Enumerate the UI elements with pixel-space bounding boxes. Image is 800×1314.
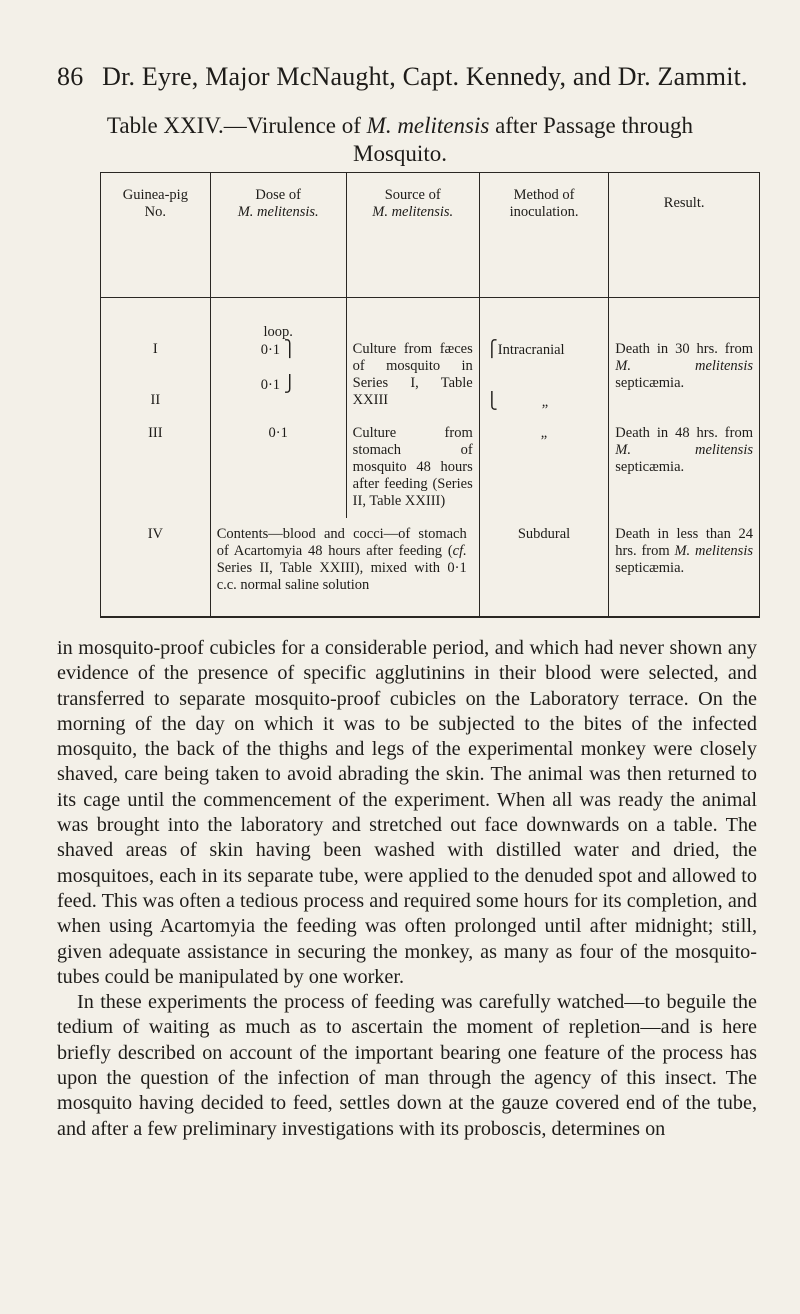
result-organism: M. melitensis <box>615 358 753 374</box>
method-text: Intracranial <box>497 342 565 358</box>
ditto-mark: „ <box>541 394 549 410</box>
method-text: Subdural <box>517 526 571 542</box>
header-result <box>609 173 760 298</box>
cell-dose <box>210 425 346 518</box>
cell-method <box>479 298 609 426</box>
running-head-authors: Dr. Eyre, Major McNaught, Capt. Kennedy, and Dr. Zammit. <box>102 62 748 91</box>
header-dose <box>210 173 346 298</box>
dose-value: 0·1 <box>260 342 281 358</box>
header-text: Source of <box>384 187 441 203</box>
dose-source-text: Series II, Table XXIII), mixed with 0·1 c.c. normal saline solution <box>216 560 467 593</box>
table-row <box>101 298 760 426</box>
source-text: Culture from fæces of mosquito in Series I, Table XXIII <box>352 341 473 408</box>
cell-result <box>609 518 760 617</box>
cell-result <box>609 425 760 518</box>
cell-dose <box>210 298 346 426</box>
bracket-mark: ⎧ <box>485 341 498 358</box>
page-number: 86 <box>57 62 84 91</box>
table-title-prefix: Table XXIV.—Virulence of <box>106 113 367 138</box>
cell-method <box>479 518 609 617</box>
guinea-pig-number: I <box>152 341 158 357</box>
table-title-organism: M. melitensis <box>366 113 490 138</box>
result-text: Death in 48 hrs. from <box>615 425 753 441</box>
bracket-mark: ⎭ <box>283 376 296 393</box>
result-text: septicæmia. <box>615 560 685 576</box>
dose-unit: loop. <box>263 324 293 340</box>
guinea-pig-number: IV <box>147 526 163 542</box>
ditto-mark: „ <box>540 425 548 441</box>
running-head <box>57 62 757 92</box>
header-guinea-pig-no <box>101 173 211 298</box>
table-title <box>90 112 710 168</box>
dose-value: 0·1 <box>260 377 281 393</box>
dose-value: 0·1 <box>268 425 288 441</box>
paragraph: in mosquito-proof cubicles for a considerable period, and which had never shown any evidence of the presence of specific agglutinins in their blood were selected, and transferred to separate mosquito-proof cubicles on the Laboratory terrace. On the morning of the day on which it was to be subjected to the bites of the infected mosquito, the back of the thighs and legs of the experimental monkey were closely shaved, care being taken to avoid abrading the skin. The animal was then returned to its cage until the commencement of the experiment. When all was ready the animal was brought into the laboratory and stretched out face downwards on a table. The shaved areas of skin having been washed with distilled water and dried, the mosquitoes, each in its separate tube, were applied to the denuded spot and allowed to feed. This was often a tedious process and required some hours for its completion, and when using Acartomyia the feeding was often prolonged until after midnight; still, given adequate assistance in securing the monkey, as many as four of the mosquito-tubes could be manipulated by one worker. <box>57 637 757 988</box>
header-text: Result. <box>663 195 705 211</box>
table-header-row <box>101 173 760 298</box>
guinea-pig-number: II <box>150 392 161 408</box>
virulence-table <box>100 172 760 618</box>
result-text: septicæmia. <box>615 375 685 391</box>
table-title-suffix: after Passage through Mosquito. <box>353 113 694 166</box>
cell-dose-and-source <box>210 518 479 617</box>
cell-source <box>346 298 479 426</box>
header-text: No. <box>144 204 167 220</box>
dose-source-text: Contents—blood and cocci—of stomach of Acartomyia 48 hours after feeding ( <box>216 526 467 559</box>
bracket-mark: ⎩ <box>485 393 498 410</box>
result-text: Death in less than 24 hrs. from <box>615 526 753 559</box>
cell-guinea-pig-no <box>101 518 211 617</box>
dose-source-cf: cf. <box>452 543 467 559</box>
header-text: M. melitensis. <box>372 204 454 220</box>
paragraph: In these experiments the process of feeding was carefully watched—to beguile the tedium of waiting as much as to ascertain the moment of repletion—and is here briefly described on account of the important bearing one feature of the process has upon the question of the infection of man through the agency of this insect. The mosquito having decided to feed, settles down at the gauze covered end of the tube, and after a few preliminary investigations with its proboscis, determines on <box>57 991 757 1140</box>
header-text: Method of <box>513 187 575 203</box>
header-method <box>479 173 609 298</box>
result-text: septicæmia. <box>615 459 685 475</box>
result-text: Death in 30 hrs. from <box>615 341 753 357</box>
result-organism: M. melitensis <box>674 543 753 559</box>
body-text <box>57 636 757 1142</box>
cell-guinea-pig-no <box>101 298 211 426</box>
source-text: Culture from stomach of mosquito 48 hours after feeding (Series II, Table XXIII) <box>352 425 473 509</box>
bracket-mark: ⎫ <box>283 341 296 358</box>
header-text: inoculation. <box>509 204 579 220</box>
result-organism: M. melitensis <box>615 442 753 458</box>
header-text: M. melitensis. <box>237 204 319 220</box>
header-text: Guinea-pig <box>122 187 188 203</box>
guinea-pig-number: III <box>148 425 163 441</box>
header-text: Dose of <box>255 187 301 203</box>
table-row <box>101 425 760 518</box>
header-source <box>346 173 479 298</box>
table-row <box>101 518 760 617</box>
cell-result <box>609 298 760 426</box>
cell-method <box>479 425 609 518</box>
cell-guinea-pig-no <box>101 425 211 518</box>
cell-source <box>346 425 479 518</box>
